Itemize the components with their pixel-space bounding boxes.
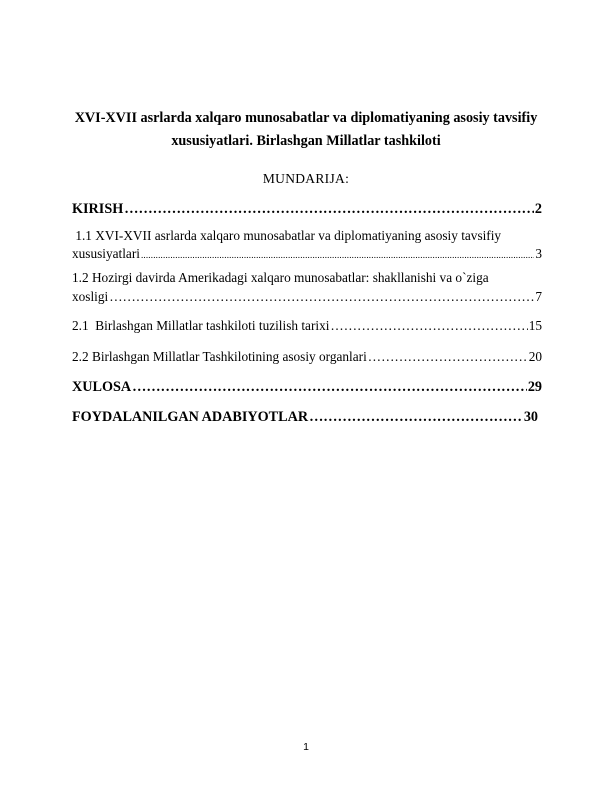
- toc-leader-dots: [132, 379, 527, 396]
- toc-entry-page: 7: [535, 289, 542, 304]
- toc-entry-2-2: [72, 349, 542, 365]
- toc-leader-dots: [330, 318, 527, 334]
- toc-entry-label: 2.1 Birlashgan Millatlar tashkiloti tuzilish tarixi: [72, 318, 330, 333]
- toc-leader-dots: [109, 289, 534, 305]
- toc-entry-label: 1.1 XVI-XVII asrlarda xalqaro munosabatlar va diplomatiyaning asosiy tavsifiy: [72, 228, 502, 243]
- toc-entry-page: 3: [535, 246, 542, 261]
- toc-leader-dots: [141, 246, 534, 262]
- toc-entry-page: 15: [528, 318, 542, 333]
- document-title-line-2: xususiyatlari. Birlashgan Millatlar tashkiloti: [171, 133, 441, 149]
- toc-entry-2-1: [72, 318, 542, 334]
- toc-entry-1-1-line-2: [72, 246, 542, 262]
- toc-entry-label: 1.2 Hozirgi davirda Amerikadagi xalqaro munosabatlar: shakllanishi va o`ziga: [72, 270, 489, 285]
- toc-entry-label-cont: xususiyatlari: [72, 246, 140, 261]
- toc-entry-label: 2.2 Birlashgan Millatlar Tashkilotining asosiy organlari: [72, 349, 367, 364]
- toc-entry-page: 30: [523, 409, 538, 425]
- toc-entry-page: 2: [534, 201, 542, 217]
- toc-heading: MUNDARIJA:: [262, 171, 350, 186]
- document-title-line-1: XVI-XVII asrlarda xalqaro munosabatlar va diplomatiyaning asosiy tavsifiy: [74, 110, 538, 126]
- toc-entry-1-2-line-2: [72, 289, 542, 305]
- toc-entry-1-1-line-1: [72, 228, 542, 244]
- toc-entry-kirish: [72, 201, 542, 218]
- toc-entry-label: KIRISH: [72, 201, 124, 217]
- toc-entry-1-2-line-1: [72, 270, 542, 286]
- toc-entry-foydalanilgan-adabiyotlar: [72, 409, 538, 426]
- toc-leader-dots: [124, 201, 534, 218]
- toc-entry-xulosa: [72, 379, 542, 396]
- toc-entry-label: FOYDALANILGAN ADABIYOTLAR: [72, 409, 309, 425]
- toc-entry-label-cont: xosligi: [72, 289, 109, 304]
- toc-entry-page: 29: [527, 379, 542, 395]
- toc-leader-dots: [309, 409, 523, 426]
- toc-entry-label: XULOSA: [72, 379, 132, 395]
- page-number: 1: [303, 741, 309, 753]
- toc-entry-page: 20: [528, 349, 542, 364]
- toc-leader-dots: [368, 349, 528, 365]
